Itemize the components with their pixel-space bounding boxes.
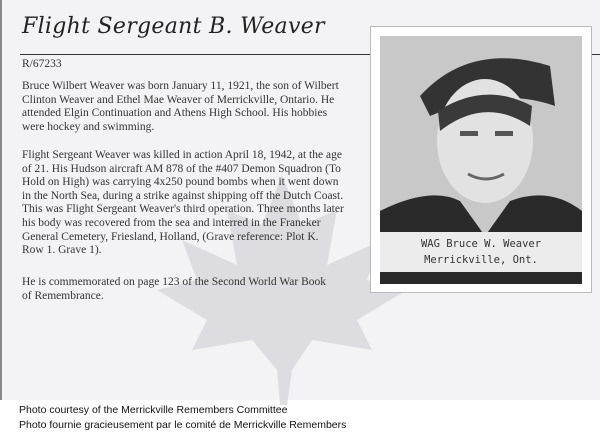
text-line: in the North Sea, during a strike against shipping off the Dutch Coast. bbox=[22, 189, 344, 202]
portrait-frame bbox=[370, 26, 592, 293]
text-line: Hold on High) was carrying 4x250 pound bombs when it went down bbox=[22, 176, 339, 189]
text-line: of Remembrance. bbox=[22, 289, 104, 302]
text-line: General Cemetery, Friesland, Holland, (Grave reference: Plot K. bbox=[22, 230, 319, 243]
text-line: This was Flight Sergeant Weaver's third operation. Three months later bbox=[22, 203, 344, 216]
portrait-photo bbox=[380, 36, 582, 284]
photo-caption-town: Merrickville, Ont. bbox=[424, 254, 538, 266]
commemoration-paragraph bbox=[22, 276, 326, 303]
photo-caption-name: WAG Bruce W. Weaver bbox=[420, 238, 542, 250]
text-line: his body was recovered from the sea and interred in the Franeker bbox=[22, 216, 321, 229]
photo-credit-english: Photo courtesy of the Merrickville Remembers Committee bbox=[19, 404, 288, 416]
text-line: of 21. His Hudson aircraft AM 878 of the #407 Demon Squadron (To bbox=[22, 162, 341, 175]
service-number: R/67233 bbox=[22, 58, 62, 70]
text-line: He is commemorated on page 123 of the Second World War Book bbox=[22, 276, 327, 288]
photo-caption bbox=[380, 232, 582, 272]
text-line: attended Elgin Continuation and Athens High School. His hobbies bbox=[22, 107, 328, 120]
biography-paragraph bbox=[22, 80, 339, 134]
text-line: were hockey and swimming. bbox=[22, 120, 155, 133]
death-paragraph bbox=[22, 149, 344, 258]
text-line: Row 1. Grave 1). bbox=[22, 244, 102, 257]
photo-credit-french: Photo fournie gracieusement par le comité de Merrickville Remembers bbox=[19, 419, 347, 431]
text-line: Bruce Wilbert Weaver was born January 11, 1921, the son of Wilbert bbox=[22, 80, 339, 92]
text-line: Flight Sergeant Weaver was killed in action April 18, 1942, at the age bbox=[22, 149, 342, 161]
text-line: Clinton Weaver and Ethel Mae Weaver of Merrickville, Ontario. He bbox=[22, 93, 335, 106]
page-title: Flight Sergeant B. Weaver bbox=[22, 14, 325, 39]
